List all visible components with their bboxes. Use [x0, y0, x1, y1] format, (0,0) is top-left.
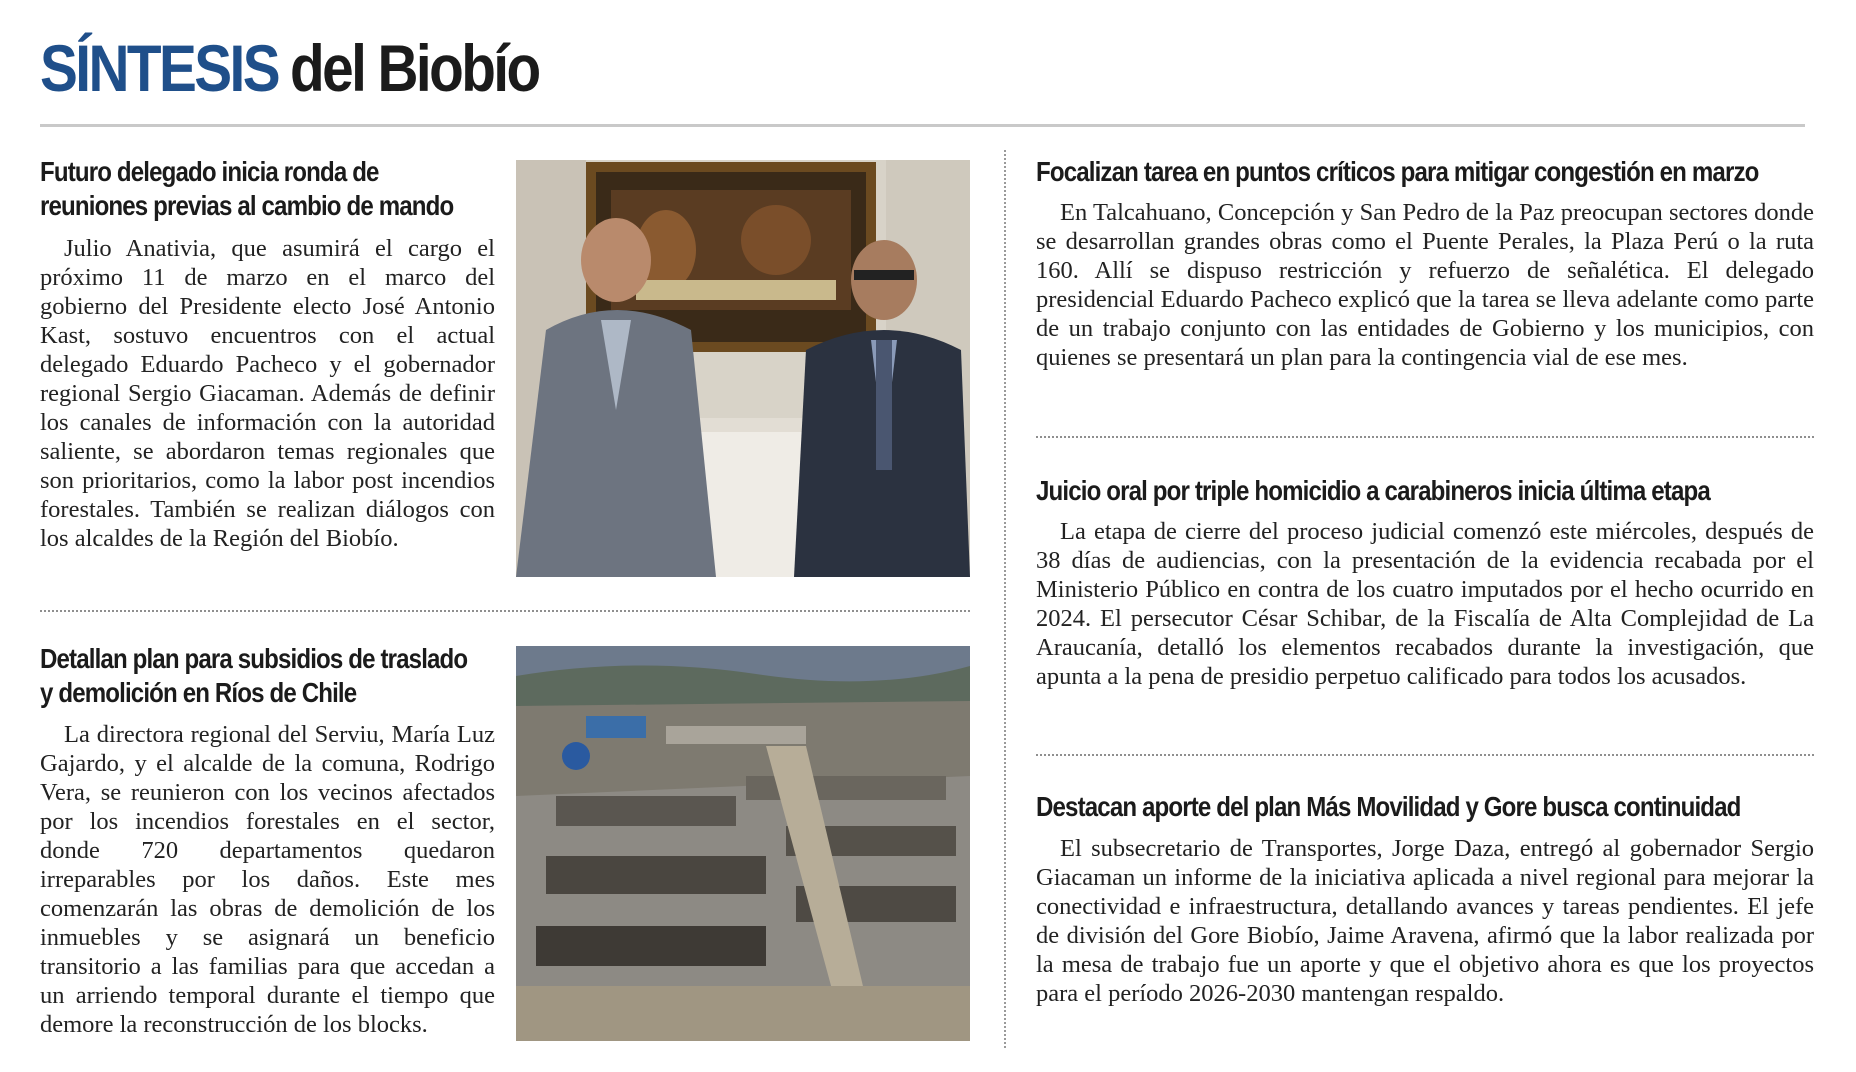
- header-rule: [40, 124, 1805, 127]
- article-body: El subsecretario de Transportes, Jorge Daza, entregó al gobernador Sergio Giacaman un informe de la iniciativa aplicada a nivel regional para mejorar la conectividad e infraestructura, detallando avances y tareas pendientes. El jefe de división del Gore Biobío, Jaime Aravena, afirmó que la labor realizada por la mesa de trabajo fue un aporte y que el objetivo ahora es que los proyectos para el período 2026-2030 mantengan respaldo.: [1036, 835, 1814, 1007]
- article-body: La directora regional del Serviu, María Luz Gajardo, y el alcalde de la comuna, Rodrigo Vera, se reunieron con los vecinos afectados por los incendios forestales en el sector, donde 720 departamentos quedaron irreparables por los daños. Este mes comenzarán las obras de demolición de los inmuebles y se asignará un beneficio transitorio a las familias para que accedan a un arriendo temporal durante el tiempo que demore la reconstrucción de los blocks.: [40, 721, 495, 1038]
- article-photo-aerial: [516, 646, 970, 1041]
- article-headline[interactable]: Juicio oral por triple homicidio a carabineros inicia última etapa: [1036, 475, 1710, 506]
- article-headline[interactable]: Focalizan tarea en puntos críticos para mitigar congestión en marzo: [1036, 156, 1759, 187]
- separator: [1036, 436, 1814, 438]
- article-headline[interactable]: Detallan plan para subsidios de traslado y demolición en Ríos de Chile: [40, 643, 468, 708]
- article-body: En Talcahuano, Concepción y San Pedro de la Paz preocupan sectores donde se desarrollan grandes obras como el Puente Perales, la Plaza Perú o la ruta 160. Allí se dispuso restricción y refuerzo de señalética. El delegado presidencial Eduardo Pacheco explicó que la tarea se lleva adelante como parte de un trabajo conjunto con las entidades de Gobierno y los municipios, con quienes se presentará un plan para la contingencia vial de ese mes.: [1036, 199, 1814, 371]
- article-photo-officials: [516, 160, 970, 577]
- masthead-accent: SÍNTESIS: [40, 31, 279, 105]
- masthead-title: del Biobío: [290, 31, 539, 105]
- column-divider: [1004, 150, 1006, 1048]
- section-masthead: [40, 30, 539, 120]
- separator: [1036, 754, 1814, 756]
- article-body: Julio Anativia, que asumirá el cargo el próximo 11 de marzo en el marco del gobierno del Presidente electo José Antonio Kast, sostuvo encuentros con el actual delegado Eduardo Pacheco y el gobernador regional Sergio Giacaman. Además de definir los canales de información con la autoridad saliente, se abordaron temas regionales que son prioritarios, como la labor post incendios forestales. También se realizan diálogos con los alcaldes de la Región del Biobío.: [40, 235, 495, 552]
- article-headline[interactable]: Destacan aporte del plan Más Movilidad y Gore busca continuidad: [1036, 791, 1741, 822]
- article-body: La etapa de cierre del proceso judicial comenzó este miércoles, después de 38 días de audiencias, con la presentación de la evidencia recabada por el Ministerio Público en contra de los cuatro imputados por el hecho ocurrido en 2024. El persecutor César Schibar, de la Fiscalía de Alta Complejidad de La Araucanía, detalló los elementos recabados durante la investigación, que apunta a la pena de presidio perpetuo calificado para todos los acusados.: [1036, 518, 1814, 690]
- separator: [40, 610, 970, 612]
- article-headline[interactable]: Futuro delegado inicia ronda de reuniones previas al cambio de mando: [40, 156, 454, 221]
